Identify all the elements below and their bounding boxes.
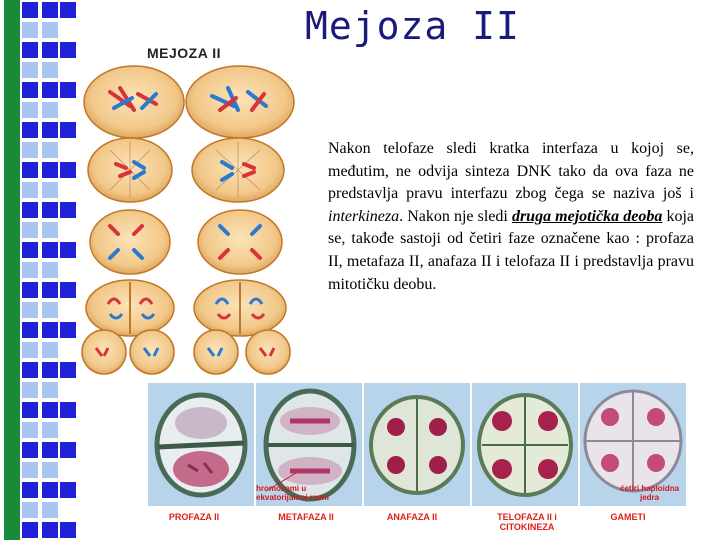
strip-block [22,202,38,218]
strip-block [60,502,76,518]
stage-label-metafaza: METAFAZA II [278,512,334,522]
strip-block [22,262,38,278]
diagram-anaphase-right-cell [198,210,282,274]
strip-block [22,522,38,538]
strip-block [22,402,38,418]
diagram-anaphase-left-cell [90,210,170,274]
diagram-gametes [82,330,290,374]
strip-block [60,122,76,138]
strip-block [42,422,58,438]
strip-block [22,122,38,138]
strip-block [22,462,38,478]
strip-block [60,282,76,298]
strip-block [42,142,58,158]
paragraph-term-interkineza: interkineza [328,207,400,225]
strip-block [42,222,58,238]
strip-block [22,482,38,498]
strip-block [60,362,76,378]
strip-block [42,362,58,378]
strip-block [60,182,76,198]
strip-block [60,462,76,478]
strip-block [60,442,76,458]
stage-label-telofaza: TELOFAZA II i CITOKINEZA [497,512,557,532]
strip-block [22,382,38,398]
strip-block [42,42,58,58]
stage-label-anafaza: ANAFAZA II [386,512,438,522]
strip-block [42,182,58,198]
diagram-metaphase-left-cell [88,138,172,202]
strip-block [42,82,58,98]
strip-block [60,22,76,38]
strip-block [42,282,58,298]
strip-block [22,422,38,438]
strip-block [22,342,38,358]
strip-block [60,222,76,238]
strip-block [60,202,76,218]
strip-block [60,82,76,98]
strip-block [22,242,38,258]
strip-block [60,142,76,158]
strip-block [42,62,58,78]
diagram-prophase-right-cell [186,66,294,138]
strip-block [42,462,58,478]
strip-block [42,102,58,118]
strip-block [22,42,38,58]
strip-block [60,302,76,318]
strip-block [60,102,76,118]
strip-block [22,162,38,178]
strip-block [60,522,76,538]
strip-block [42,122,58,138]
strip-block [22,442,38,458]
strip-block [60,162,76,178]
strip-block [22,82,38,98]
diagram-telophase-right-cell [194,280,286,336]
strip-block [60,62,76,78]
strip-block [22,502,38,518]
strip-block [22,302,38,318]
strip-block [60,402,76,418]
strip-block [42,402,58,418]
description-paragraph [328,138,694,296]
strip-block [22,22,38,38]
slide-title: Mejoza II [305,4,520,48]
photo-prophase [148,383,254,506]
strip-block [42,262,58,278]
strip-block [42,242,58,258]
strip-block [60,2,76,18]
strip-block [22,282,38,298]
strip-block [42,482,58,498]
strip-block [42,442,58,458]
strip-block [42,322,58,338]
meiosis-diagram [80,58,320,388]
stage-label-gameti: GAMETI [610,512,646,522]
strip-block [22,322,38,338]
strip-block [42,22,58,38]
strip-block [22,2,38,18]
diagram-prophase-left-cell [84,66,184,138]
strip-block [60,482,76,498]
annotation-haploid-nuclei: ćetiri haploidna jedra [620,484,680,502]
strip-block [22,142,38,158]
strip-block [42,2,58,18]
strip-block [42,382,58,398]
paragraph-text-1: Nakon telofaze sledi kratka interfaza u kojoj se, međutim, ne odvija sinteza DNK tako da ova faza ne predstavlja pravu interfazu zbog čega se naziva još i [328,140,694,203]
stage-label-profaza: PROFAZA II [168,512,220,522]
strip-block [22,62,38,78]
paragraph-text-2: . Nakon nje sledi [399,207,512,225]
strip-block [60,342,76,358]
strip-block [42,502,58,518]
strip-block [22,222,38,238]
figure-label: MEJOZA II [147,45,221,61]
diagram-metaphase-right-cell [192,138,284,202]
decorative-strip [0,0,80,540]
paragraph-text-3: koja se, takođe sastoji od četiri faze označene kao : profaza II, metafaza II, anafaza II i telofaza II i predstavlja pravu mitotičku deobu. [328,207,695,293]
strip-block [42,302,58,318]
strip-block [42,162,58,178]
paragraph-term-second-division: druga mejotička deoba [511,207,663,225]
strip-block [42,342,58,358]
strip-block [60,242,76,258]
diagram-telophase-left-cell [86,280,174,336]
strip-block [42,202,58,218]
annotation-chromosomes: hromozomi u ekvatorijalnoj ravni [256,484,329,502]
strip-block [22,102,38,118]
strip-block [60,422,76,438]
strip-block [42,522,58,538]
photo-anaphase [364,383,470,506]
strip-block [60,262,76,278]
strip-block [60,322,76,338]
strip-block [22,182,38,198]
strip-block [60,382,76,398]
strip-block [22,362,38,378]
photo-telophase [472,383,578,506]
strip-block [60,42,76,58]
